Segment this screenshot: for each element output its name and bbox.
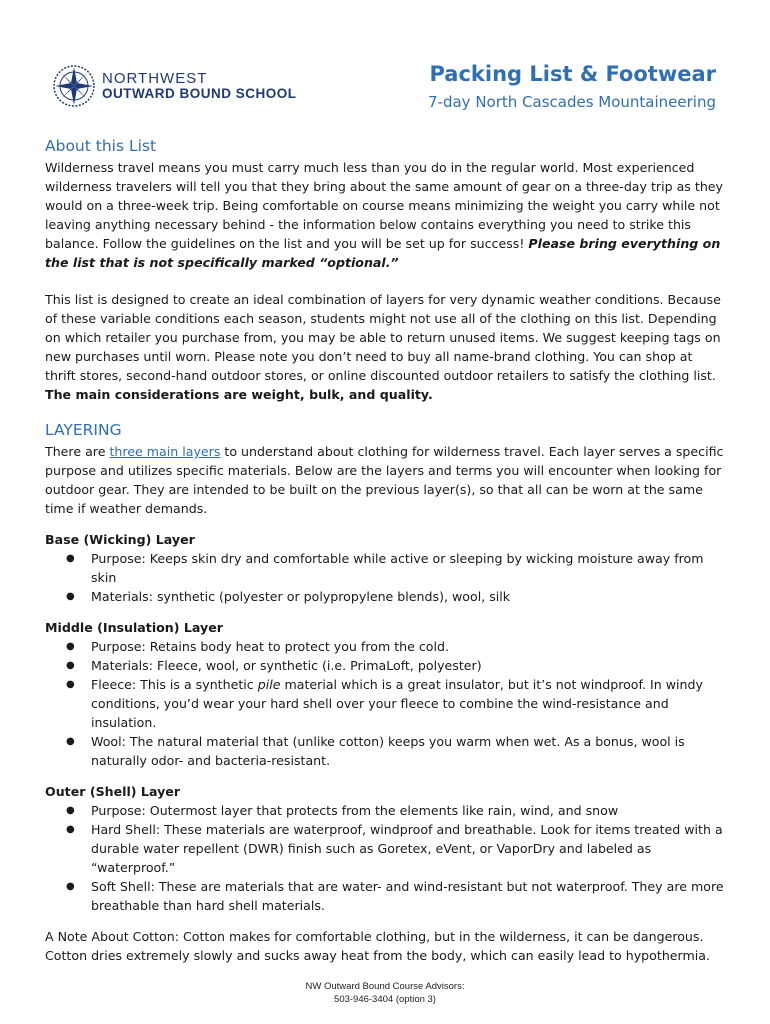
about-p1-emphasis: Please bring everything on the list that is not specifically marked “optional.” <box>45 236 721 270</box>
document-title: Packing List & Footwear <box>429 62 716 86</box>
list-item: ● Purpose: Outermost layer that protects from the elements like rain, wind, and snow <box>91 801 725 820</box>
school-logo <box>52 64 362 114</box>
about-heading: About this List <box>45 137 157 155</box>
org-name-line2: OUTWARD BOUND SCHOOL <box>102 86 297 101</box>
list-item: ● Purpose: Retains body heat to protect you from the cold. <box>91 637 725 656</box>
document-body <box>45 136 725 965</box>
layering-intro-before: There are <box>45 444 110 459</box>
list-item-wool: ● Wool: The natural material that (unlike cotton) keeps you warm when wet. As a bonus, wool is naturally odor- and bacteria-resistant. <box>91 732 725 770</box>
list-item: ● Materials: Fleece, wool, or synthetic (i.e. PrimaLoft, polyester) <box>91 656 725 675</box>
layering-heading: LAYERING <box>45 421 122 439</box>
about-paragraph-2 <box>45 290 725 404</box>
outer-layer-title: Outer (Shell) Layer <box>45 784 181 799</box>
outer-layer-list <box>45 801 725 915</box>
base-layer-title: Base (Wicking) Layer <box>45 532 195 547</box>
list-item-fleece <box>91 675 725 732</box>
footer-phone: 503-946-3404 (option 3) <box>334 994 436 1005</box>
compass-rose-icon <box>52 64 96 108</box>
three-main-layers-link[interactable]: three main layers <box>109 444 221 459</box>
layering-intro <box>45 442 725 518</box>
about-paragraph-1 <box>45 158 725 272</box>
document-subtitle: 7-day North Cascades Mountaineering <box>428 93 716 111</box>
list-item: ● Purpose: Keeps skin dry and comfortable while active or sleeping by wicking moisture away from skin <box>91 549 725 587</box>
list-item: ● Soft Shell: These are materials that are water- and wind-resistant but not waterproof. They are more breathable than hard shell materials. <box>91 877 725 915</box>
layering-intro-after: to understand about clothing for wilderness travel. Each layer serves a specific purpose and utilizes specific materials. Below are the layers and terms you will encounter when looking for outdoor gear. They are intended to be built on the previous layer(s), so that all can be worn at the same time if weather demands. <box>45 444 724 516</box>
footer <box>0 980 770 1006</box>
fleece-text-italic: pile <box>257 677 281 692</box>
about-p2-emphasis: The main considerations are weight, bulk, and quality. <box>45 387 433 402</box>
base-layer-list <box>45 549 725 606</box>
about-p2-text: This list is designed to create an ideal combination of layers for very dynamic weather conditions. Because of these variable conditions each season, students might not use all of the clothing on this list. Depending on which retailer you purchase from, you may be able to return unused items. We suggest keeping tags on new purchases until worn. Please note you don’t need to buy all name-brand clothing. You can shop at thrift stores, second-hand outdoor stores, or online discounted outdoor retailers to satisfy the clothing list. <box>45 292 721 383</box>
list-item: ● Materials: synthetic (polyester or polypropylene blends), wool, silk <box>91 587 725 606</box>
middle-layer-title: Middle (Insulation) Layer <box>45 620 223 635</box>
fleece-text-after: material which is a great insulator, but it’s not windproof. In windy conditions, you’d wear your hard shell over your fleece to combine the wind-resistance and insulation. <box>91 677 703 730</box>
org-name-line1: NORTHWEST <box>102 70 208 87</box>
list-item: ● Hard Shell: These materials are waterproof, windproof and breathable. Look for items treated with a durable water repellent (DWR) finish such as Goretex, eVent, or VaporDry and labeled as “waterproof.” <box>91 820 725 877</box>
footer-line-1: NW Outward Bound Course Advisors: <box>305 981 465 992</box>
about-p1-text: Wilderness travel means you must carry much less than you do in the regular world. Most experienced wilderness travelers will tell you that they bring about the same amount of gear on a three-day trip as they would on a three-week trip. Being comfortable on course means minimizing the weight you carry while not leaving anything necessary behind - the information below contains everything you need to strike this balance. Follow the guidelines on the list and you will be set up for success! <box>45 160 723 251</box>
middle-layer-list <box>45 637 725 770</box>
fleece-text-before: Fleece: This is a synthetic <box>91 677 258 692</box>
cotton-note: A Note About Cotton: Cotton makes for comfortable clothing, but in the wilderness, it can be dangerous. Cotton dries extremely slowly and sucks away heat from the body, which can easily lead to hypothermia. <box>45 929 710 963</box>
